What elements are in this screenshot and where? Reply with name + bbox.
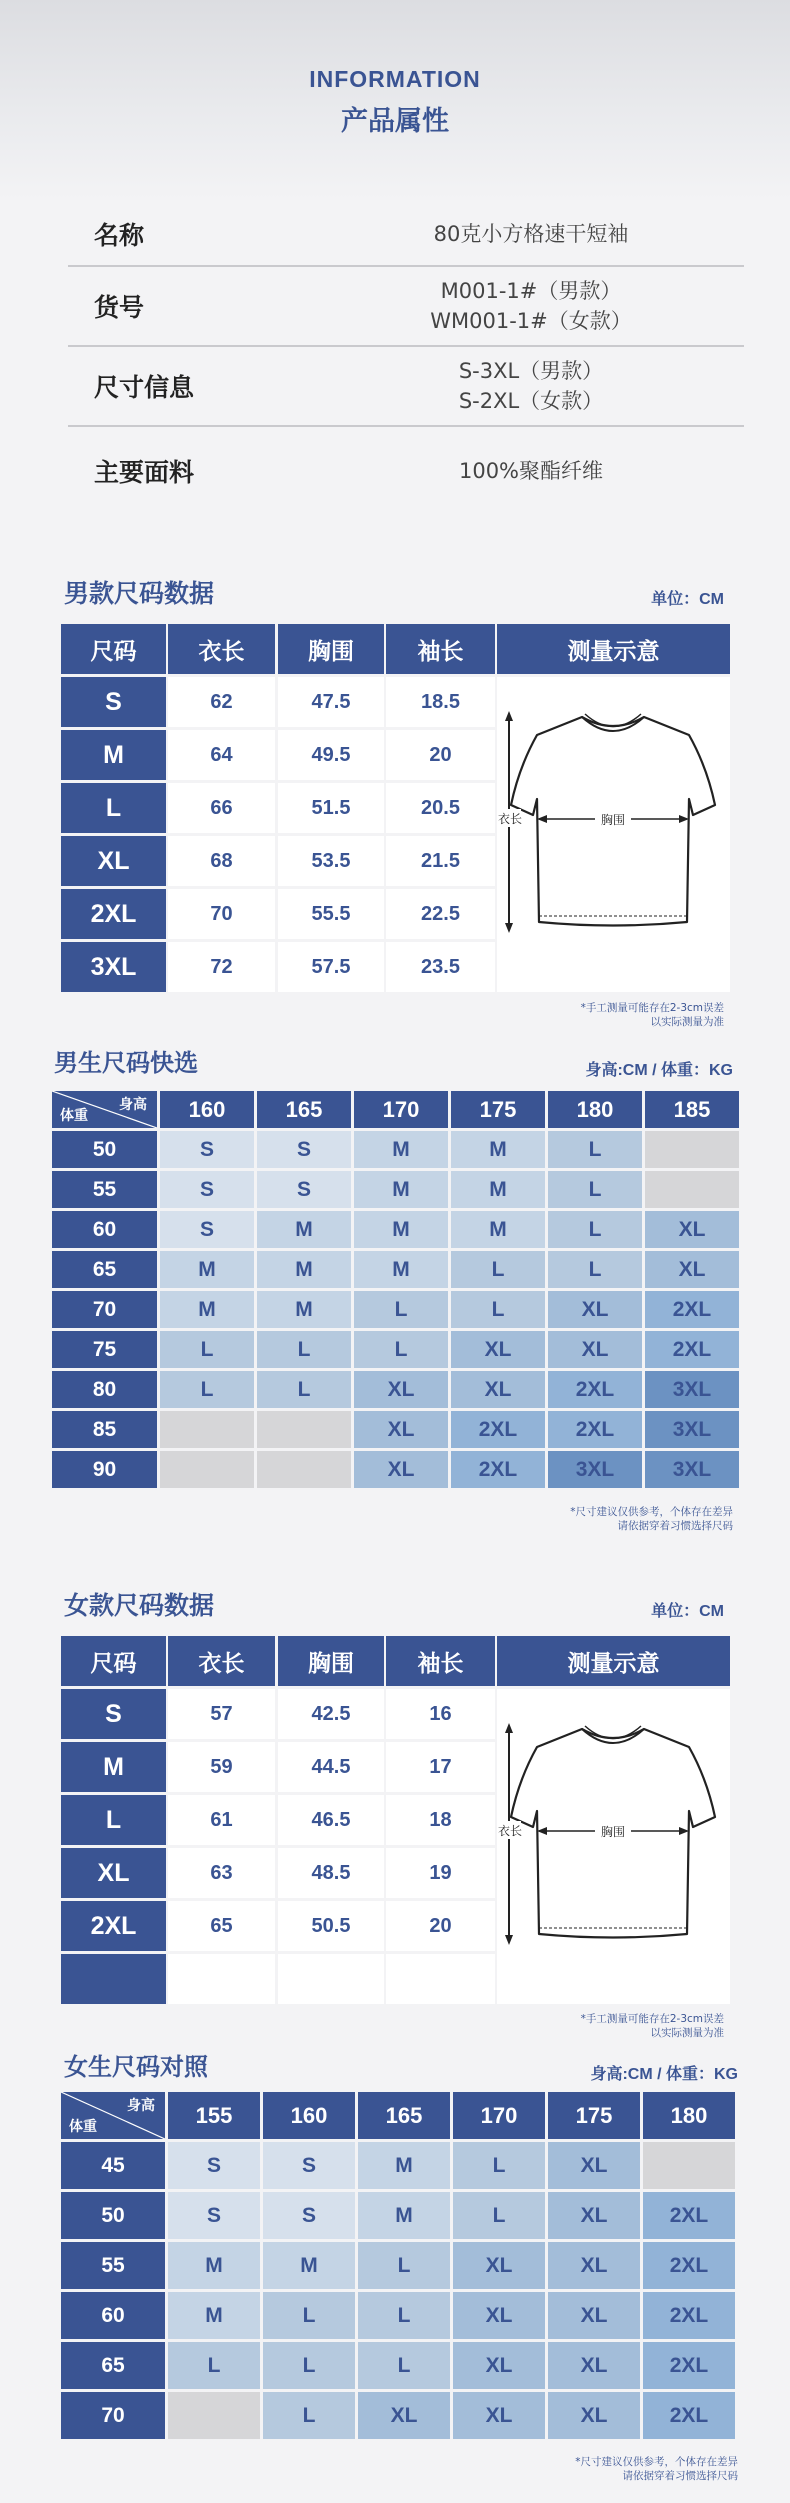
size-recommend-cell: L [263,2392,355,2439]
size-label-cell: 2XL [61,889,166,939]
size-recommend-cell: XL [548,2292,640,2339]
women-quick-note: *尺寸建议仅供参考，个体存在差异 请依据穿着习惯选择尺码 [575,2456,738,2482]
size-recommend-cell: M [168,2292,260,2339]
table-cell: 66 [168,783,275,833]
size-recommend-cell: L [453,2192,545,2239]
corner-height-label: 身高 [119,1097,147,1113]
size-recommend-cell: XL [354,1451,448,1488]
men-size-unit: 单位：CM [651,591,724,608]
header-cell: 测量示意 [497,1636,730,1686]
size-recommend-cell: XL [451,1371,545,1408]
weight-label-cell: 55 [61,2242,165,2289]
size-recommend-cell: XL [645,1251,739,1288]
size-recommend-cell: L [548,1171,642,1208]
table-cell: 42.5 [278,1689,384,1739]
size-recommend-cell: XL [548,2142,640,2189]
size-recommend-cell: XL [453,2342,545,2389]
size-recommend-cell: 3XL [645,1371,739,1408]
size-recommend-cell [645,1131,739,1168]
men-size-note: *手工测量可能存在2-3cm误差 以实际测量为准 [580,1002,724,1028]
table-cell: 70 [168,889,275,939]
size-recommend-cell: L [358,2242,450,2289]
size-recommend-cell: 2XL [643,2192,735,2239]
table-cell: 55.5 [278,889,384,939]
men-size-title: 男款尺码数据 [64,579,215,608]
table-cell: 57 [168,1689,275,1739]
size-recommend-cell: M [354,1131,448,1168]
table-cell: 59 [168,1742,275,1792]
attr-label: 主要面料 [94,457,195,487]
weight-label-cell: 90 [52,1451,157,1488]
attr-value: 80克小方格速干短袖 [433,222,629,246]
corner-weight-label: 体重 [60,1108,88,1124]
men-quick-note: *尺寸建议仅供参考，个体存在差异 请依据穿着习惯选择尺码 [570,1506,733,1532]
header-cell: 袖长 [386,1636,495,1686]
size-recommend-cell: 3XL [548,1451,642,1488]
attr-label: 名称 [94,221,145,250]
size-recommend-cell: L [453,2142,545,2189]
table-cell: 20.5 [386,783,495,833]
measure-illustration [497,677,730,992]
header-cell: 尺码 [61,1636,166,1686]
measure-illustration [497,1689,730,2004]
table-cell: 51.5 [278,783,384,833]
size-recommend-cell [643,2142,735,2189]
weight-label-cell: 65 [61,2342,165,2389]
height-header-cell: 155 [168,2092,260,2139]
attr-value: S-3XL（男款） S-2XL（女款） [458,359,604,413]
attr-row-sku [68,267,744,347]
size-recommend-cell: L [263,2342,355,2389]
size-label-cell: XL [61,1848,166,1898]
weight-label-cell: 50 [52,1131,157,1168]
size-recommend-cell: 2XL [643,2392,735,2439]
table-cell: 22.5 [386,889,495,939]
attr-value: M001-1#（男款） WM001-1#（女款） [430,279,632,333]
size-recommend-cell: M [160,1251,254,1288]
table-cell: 23.5 [386,942,495,992]
table-cell: 53.5 [278,836,384,886]
table-cell: 19 [386,1848,495,1898]
size-recommend-cell: XL [548,2192,640,2239]
size-recommend-cell: M [451,1211,545,1248]
length-label: 衣长 [497,812,523,826]
header [0,66,790,138]
height-header-cell: 180 [548,1091,642,1128]
size-recommend-cell: XL [451,1331,545,1368]
corner-height-label: 身高 [127,2098,155,2114]
weight-label-cell: 85 [52,1411,157,1448]
header-cell: 衣长 [168,1636,275,1686]
height-header-cell: 185 [645,1091,739,1128]
size-recommend-cell: L [257,1371,351,1408]
header-cell: 尺码 [61,624,166,674]
size-recommend-cell: XL [453,2392,545,2439]
chest-label: 胸围 [600,1825,626,1839]
size-recommend-cell: 2XL [643,2242,735,2289]
size-recommend-cell: M [354,1171,448,1208]
size-recommend-cell: L [548,1131,642,1168]
size-recommend-cell: M [257,1291,351,1328]
corner-header [61,2092,165,2139]
size-recommend-cell [160,1411,254,1448]
size-recommend-cell: 2XL [548,1371,642,1408]
size-recommend-cell: S [168,2192,260,2239]
size-recommend-cell: M [263,2242,355,2289]
size-recommend-cell: S [257,1171,351,1208]
weight-label-cell: 60 [61,2292,165,2339]
size-recommend-cell: XL [453,2292,545,2339]
attr-row-size [68,347,744,427]
men-quick-title: 男生尺码快选 [54,1049,198,1077]
size-recommend-cell: XL [354,1411,448,1448]
size-recommend-cell: 2XL [643,2292,735,2339]
table-cell: 68 [168,836,275,886]
size-recommend-cell: S [160,1171,254,1208]
attr-label: 货号 [94,293,145,322]
table-cell: 57.5 [278,942,384,992]
size-label-cell: L [61,1795,166,1845]
length-label: 衣长 [497,1824,523,1838]
weight-label-cell: 75 [52,1331,157,1368]
size-label-cell: 3XL [61,942,166,992]
size-recommend-cell: S [257,1131,351,1168]
size-recommend-cell: M [451,1131,545,1168]
size-recommend-cell: 2XL [643,2342,735,2389]
men-quick-unit: 身高:CM / 体重：KG [585,1062,733,1079]
size-recommend-cell [168,2392,260,2439]
weight-label-cell: 70 [52,1291,157,1328]
size-recommend-cell: L [358,2292,450,2339]
size-recommend-cell: M [354,1211,448,1248]
size-recommend-cell: M [160,1291,254,1328]
header-cell: 胸围 [278,1636,384,1686]
size-recommend-cell: XL [548,1291,642,1328]
size-recommend-cell: L [160,1331,254,1368]
size-recommend-cell: L [548,1251,642,1288]
height-header-cell: 170 [354,1091,448,1128]
size-recommend-cell [257,1411,351,1448]
height-header-cell: 160 [263,2092,355,2139]
attr-row-fabric [68,427,744,514]
women-size-title: 女款尺码数据 [64,1591,215,1620]
tshirt-diagram-icon [497,1689,729,1999]
size-label-cell: S [61,677,166,727]
size-recommend-cell: L [354,1331,448,1368]
size-recommend-cell: 2XL [645,1291,739,1328]
size-recommend-cell: M [358,2192,450,2239]
size-recommend-cell: L [160,1371,254,1408]
attr-value: 100%聚酯纤维 [458,458,604,483]
size-recommend-cell [257,1451,351,1488]
size-recommend-cell: XL [548,1331,642,1368]
tshirt-diagram-icon [497,677,729,987]
weight-label-cell: 55 [52,1171,157,1208]
table-cell: 64 [168,730,275,780]
height-header-cell: 165 [358,2092,450,2139]
corner-weight-label: 体重 [69,2119,97,2135]
table-cell: 62 [168,677,275,727]
table-cell [168,1954,275,2004]
size-recommend-cell: L [451,1291,545,1328]
size-recommend-cell: XL [453,2242,545,2289]
size-recommend-cell: S [168,2142,260,2189]
header-cell: 测量示意 [497,624,730,674]
size-label-cell: S [61,1689,166,1739]
size-recommend-cell: M [168,2242,260,2289]
size-recommend-cell: XL [354,1371,448,1408]
size-recommend-cell: 2XL [548,1411,642,1448]
size-recommend-cell: M [451,1171,545,1208]
height-header-cell: 175 [451,1091,545,1128]
header-cell: 衣长 [168,624,275,674]
header-cell: 胸围 [278,624,384,674]
size-recommend-cell: 3XL [645,1451,739,1488]
size-recommend-cell: XL [358,2392,450,2439]
women-quick-title: 女生尺码对照 [64,2053,208,2081]
women-quick-unit: 身高:CM / 体重：KG [590,2066,738,2083]
size-recommend-cell: L [451,1251,545,1288]
size-label-cell: L [61,783,166,833]
table-cell: 50.5 [278,1901,384,1951]
size-recommend-cell: M [257,1211,351,1248]
height-header-cell: 180 [643,2092,735,2139]
size-recommend-cell: L [548,1211,642,1248]
chest-label: 胸围 [600,813,626,827]
size-label-cell: XL [61,836,166,886]
weight-label-cell: 70 [61,2392,165,2439]
height-header-cell: 175 [548,2092,640,2139]
header-cell: 袖长 [386,624,495,674]
size-recommend-cell: 2XL [645,1331,739,1368]
corner-header [52,1091,157,1128]
size-recommend-cell: 2XL [451,1451,545,1488]
table-cell [278,1954,384,2004]
size-recommend-cell: S [160,1211,254,1248]
size-recommend-cell [160,1451,254,1488]
size-recommend-cell [645,1171,739,1208]
weight-label-cell: 50 [61,2192,165,2239]
table-cell: 18.5 [386,677,495,727]
size-recommend-cell: S [160,1131,254,1168]
table-cell: 46.5 [278,1795,384,1845]
weight-label-cell: 60 [52,1211,157,1248]
header-en: INFORMATION [309,66,481,92]
table-cell: 16 [386,1689,495,1739]
size-recommend-cell: M [257,1251,351,1288]
table-cell: 17 [386,1742,495,1792]
size-recommend-cell: XL [645,1211,739,1248]
size-recommend-cell: S [263,2192,355,2239]
table-cell: 20 [386,730,495,780]
size-recommend-cell: 3XL [645,1411,739,1448]
size-recommend-cell: L [257,1331,351,1368]
size-recommend-cell: L [354,1291,448,1328]
table-cell [386,1954,495,2004]
size-recommend-cell: L [263,2292,355,2339]
weight-label-cell: 65 [52,1251,157,1288]
table-cell: 21.5 [386,836,495,886]
size-recommend-cell: M [354,1251,448,1288]
table-cell: 72 [168,942,275,992]
table-cell: 18 [386,1795,495,1845]
size-label-cell: M [61,730,166,780]
women-size-note: *手工测量可能存在2-3cm误差 以实际测量为准 [580,2013,724,2039]
weight-label-cell: 80 [52,1371,157,1408]
size-recommend-cell: L [358,2342,450,2389]
size-recommend-cell: XL [548,2392,640,2439]
size-label-cell: 2XL [61,1901,166,1951]
size-recommend-cell: M [358,2142,450,2189]
size-recommend-cell: XL [548,2242,640,2289]
attr-row-name [68,203,744,267]
attr-label: 尺寸信息 [94,373,195,402]
height-header-cell: 160 [160,1091,254,1128]
size-recommend-cell: S [263,2142,355,2189]
table-cell: 65 [168,1901,275,1951]
size-recommend-cell: L [168,2342,260,2389]
table-cell: 20 [386,1901,495,1951]
size-label-cell [61,1954,166,2004]
table-cell: 48.5 [278,1848,384,1898]
table-cell: 44.5 [278,1742,384,1792]
table-cell: 49.5 [278,730,384,780]
table-cell: 61 [168,1795,275,1845]
height-header-cell: 170 [453,2092,545,2139]
women-size-unit: 单位：CM [651,1603,724,1620]
height-header-cell: 165 [257,1091,351,1128]
size-recommend-cell: 2XL [451,1411,545,1448]
size-recommend-cell: XL [548,2342,640,2389]
header-cn: 产品属性 [341,106,449,137]
weight-label-cell: 45 [61,2142,165,2189]
table-cell: 63 [168,1848,275,1898]
table-cell: 47.5 [278,677,384,727]
size-label-cell: M [61,1742,166,1792]
